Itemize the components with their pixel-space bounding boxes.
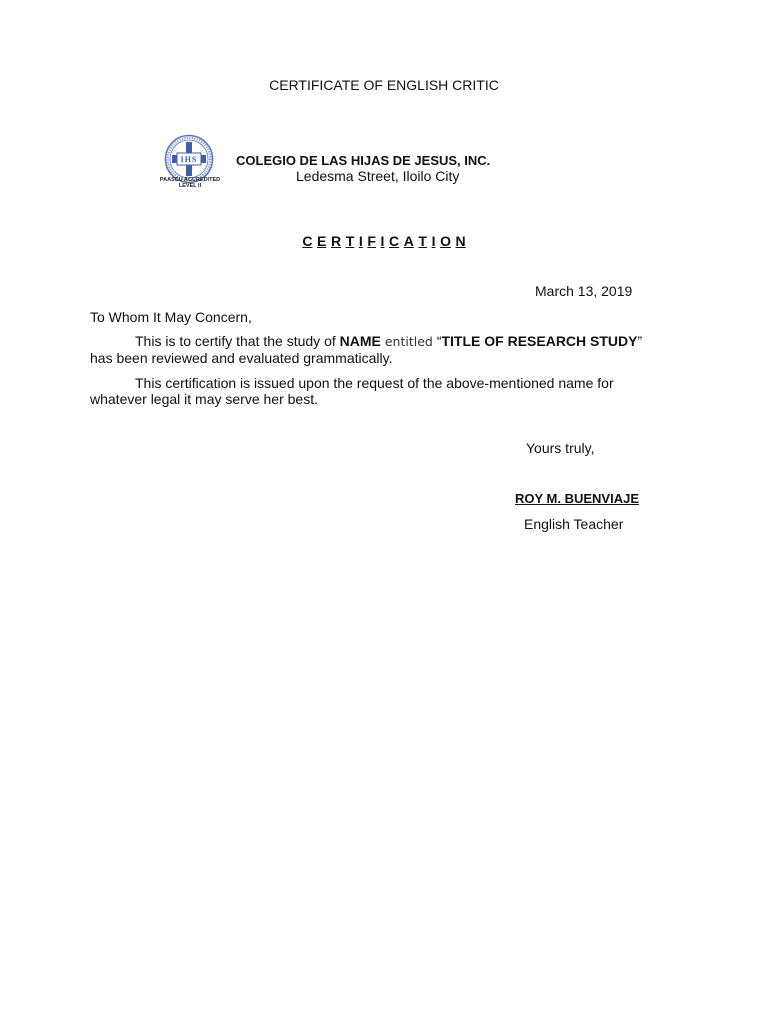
heading-letter: I bbox=[358, 233, 363, 249]
school-address: Ledesma Street, Iloilo City bbox=[296, 168, 460, 184]
close-quote: ” bbox=[637, 333, 643, 349]
heading-letter: T bbox=[418, 233, 427, 249]
paragraph-certify bbox=[90, 333, 690, 366]
heading-letter: N bbox=[455, 233, 466, 249]
signatory-name: ROY M. BUENVIAJE bbox=[515, 491, 640, 506]
closing: Yours truly, bbox=[526, 440, 595, 456]
research-title-placeholder: TITLE OF RESEARCH STUDY bbox=[441, 333, 638, 349]
school-name: COLEGIO DE LAS HIJAS DE JESUS, INC. bbox=[236, 153, 491, 168]
heading-letter: C bbox=[388, 233, 400, 249]
salutation: To Whom It May Concern, bbox=[90, 309, 252, 325]
seal-caption-line2: LEVEL II bbox=[178, 183, 202, 189]
letter-date: March 13, 2019 bbox=[535, 283, 633, 299]
paragraph-issuance bbox=[90, 375, 690, 407]
open-quote: “ bbox=[436, 333, 442, 349]
paragraph-certify-text-b: has been reviewed and evaluated grammatically. bbox=[90, 350, 393, 366]
heading-letter: C bbox=[302, 233, 313, 249]
paragraph-certify-text-a: This is to certify that the study of bbox=[135, 333, 340, 349]
paragraph-issuance-line1: This certification is issued upon the request of the above-mentioned name for bbox=[135, 375, 614, 391]
heading-letter: T bbox=[345, 233, 355, 249]
document-title: CERTIFICATE OF ENGLISH CRITIC bbox=[269, 77, 499, 93]
entitled-word: entitled bbox=[380, 334, 437, 349]
paragraph-issuance-line2: whatever legal it may serve her best. bbox=[90, 391, 318, 407]
heading-letter: R bbox=[330, 233, 342, 249]
signatory-title: English Teacher bbox=[524, 516, 624, 532]
seal-logo-text: IHS bbox=[180, 154, 198, 164]
student-name-placeholder: NAME bbox=[339, 333, 381, 349]
seal-caption-line1: PAASCU ACCREDITED bbox=[159, 177, 221, 183]
heading-letter: E bbox=[317, 233, 327, 249]
heading-letter: A bbox=[403, 233, 414, 249]
heading-letter: O bbox=[440, 233, 451, 249]
certification-heading bbox=[0, 233, 768, 249]
heading-letter: I bbox=[380, 233, 385, 249]
heading-letter: F bbox=[367, 233, 376, 249]
seal-caption bbox=[150, 177, 230, 189]
heading-letter: I bbox=[431, 233, 436, 249]
